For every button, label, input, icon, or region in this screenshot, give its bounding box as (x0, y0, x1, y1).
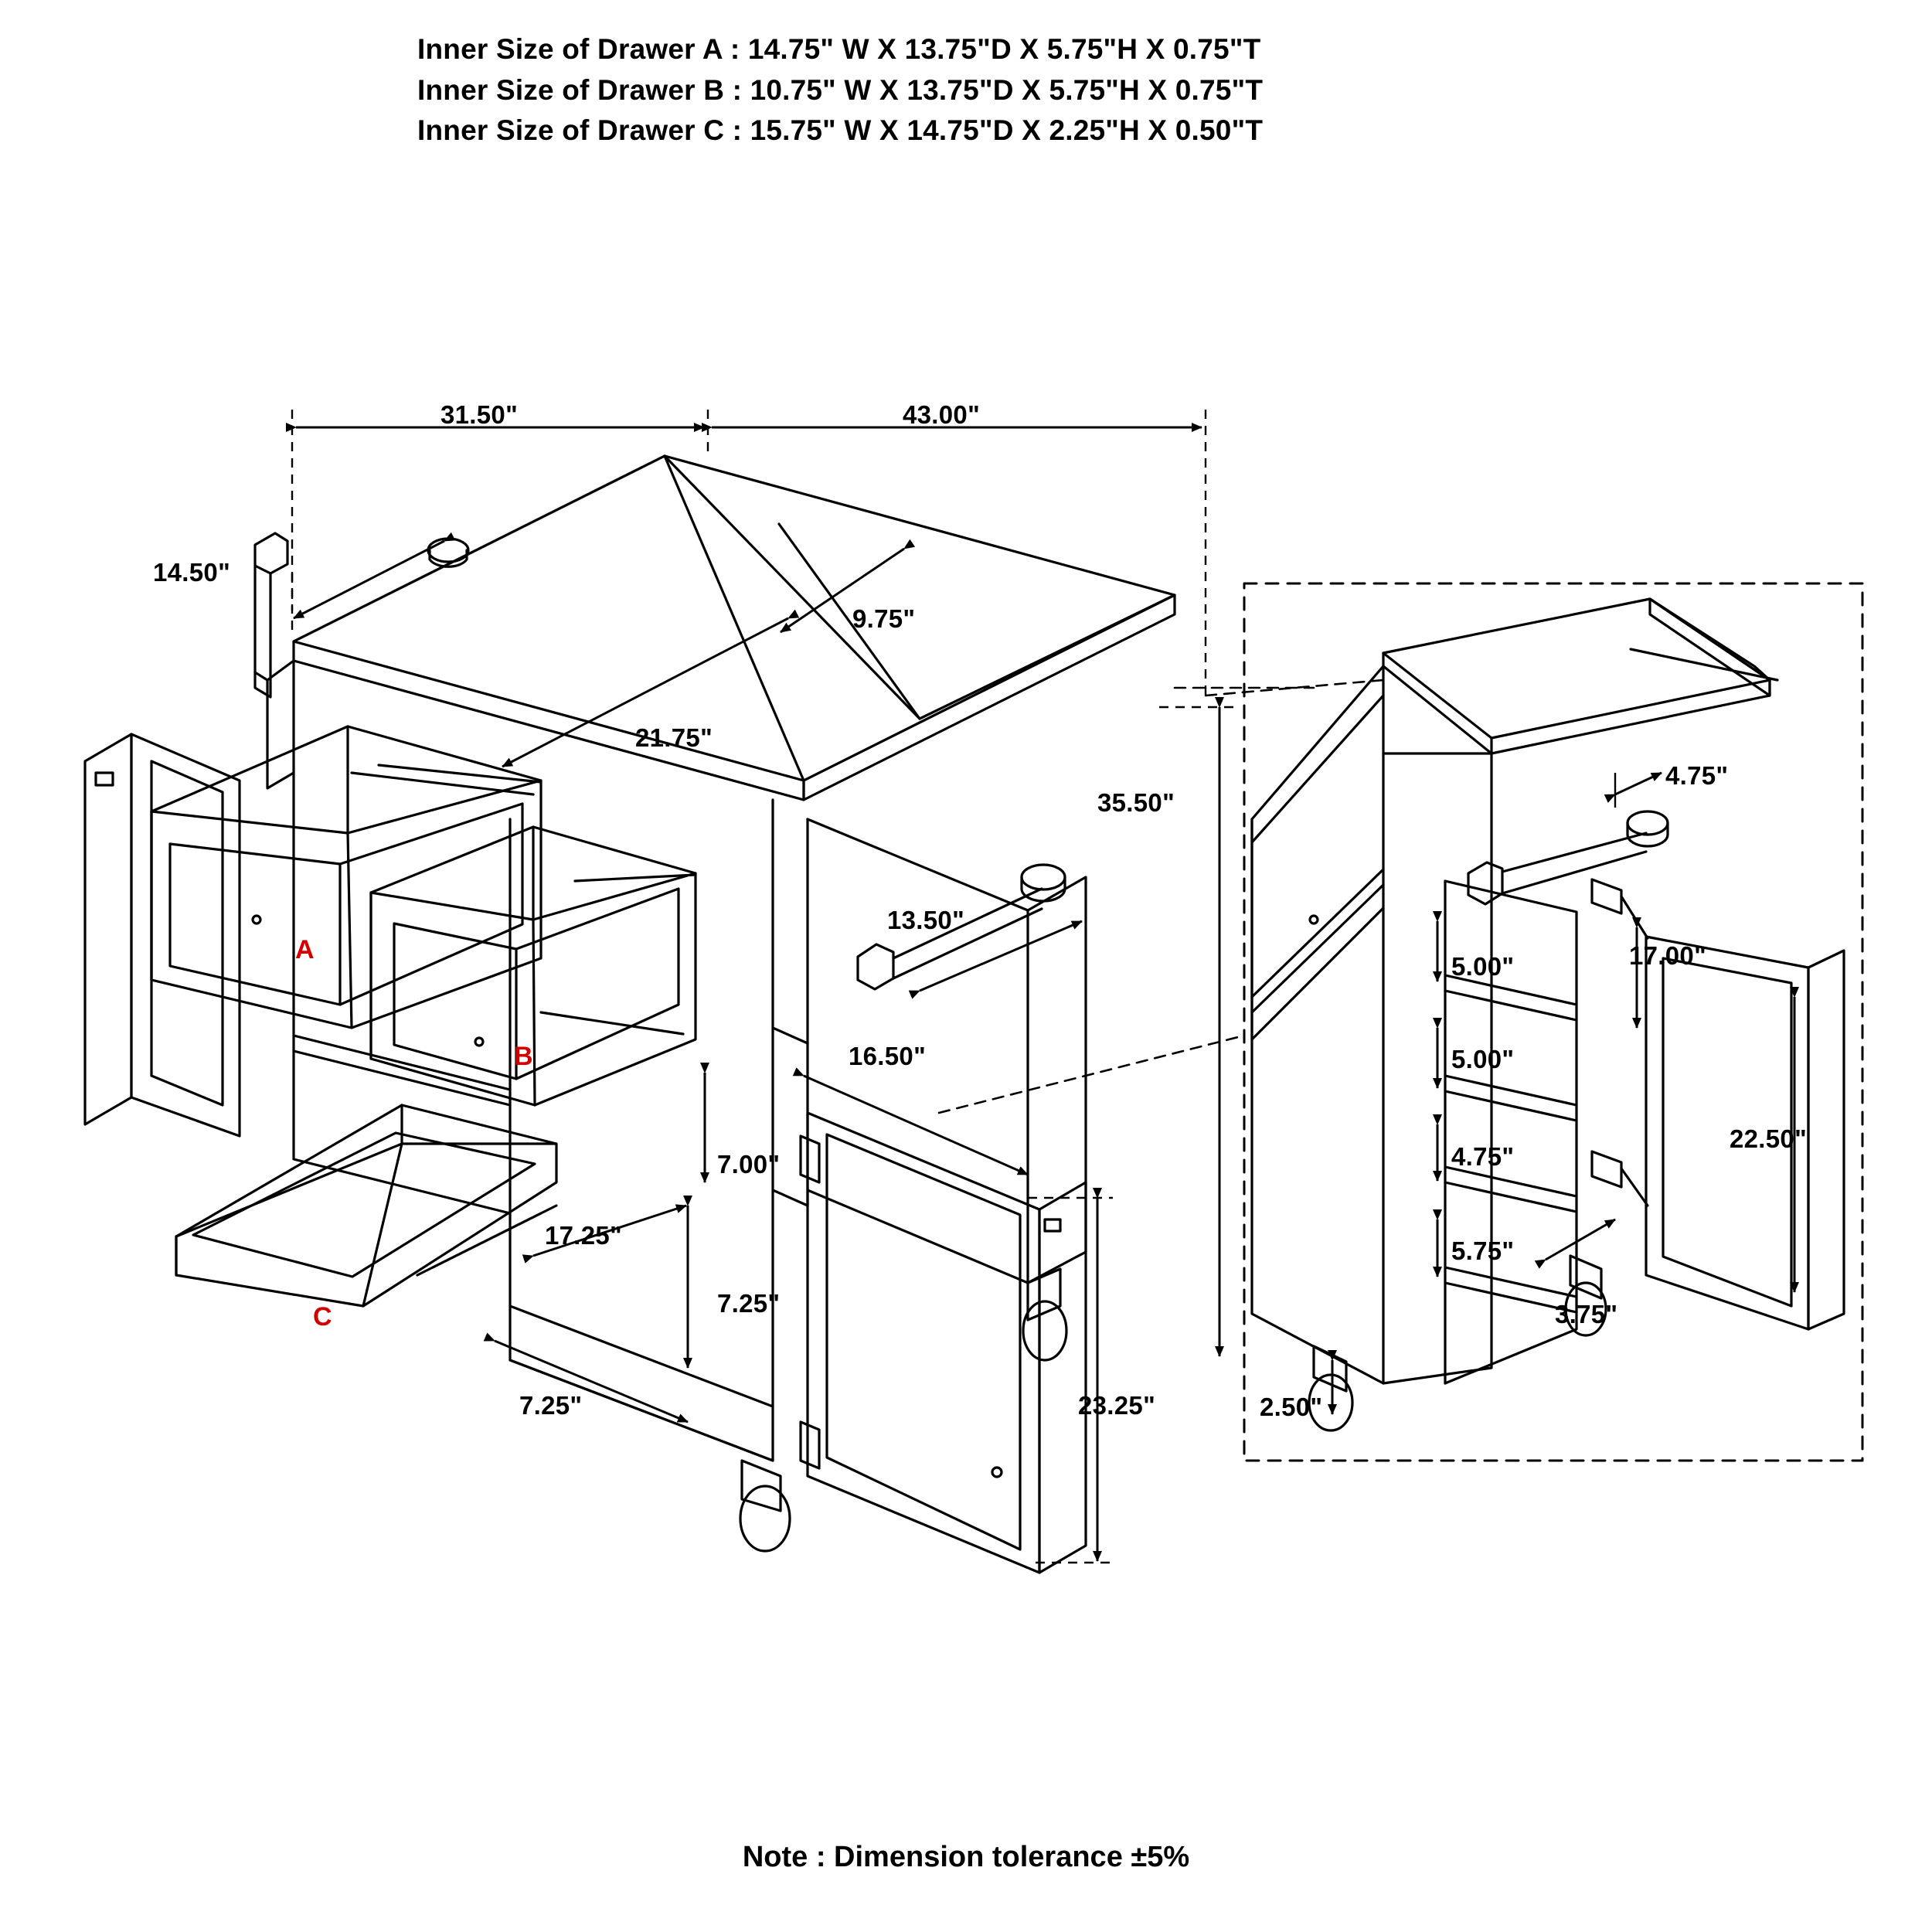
tolerance-note: Note : Dimension tolerance ±5% (742, 1841, 1190, 1873)
caster-right (1023, 1269, 1066, 1360)
dim-label-7-00: 7.00" (717, 1150, 781, 1179)
leader-line (939, 1036, 1244, 1113)
dim-label-43-00: 43.00" (903, 400, 981, 429)
dim-label-shelf-3: 4.75" (1451, 1142, 1515, 1171)
dim-label-35-50: 35.50" (1097, 788, 1175, 817)
dim-label-17-25: 17.25" (545, 1221, 623, 1250)
dim-label-4-75-leaf: 4.75" (1665, 761, 1729, 790)
drawer-c (176, 1105, 556, 1306)
dim-label-14-50: 14.50" (153, 558, 231, 587)
dim-4-75-leaf (1615, 773, 1662, 808)
dim-label-9-75: 9.75" (852, 604, 916, 633)
left-cabinet-door (85, 734, 240, 1136)
drawer-a (151, 726, 541, 1028)
drawer-spec-line-a: Inner Size of Drawer A : 14.75" W X 13.75"D X 5.75"H X 0.75"T (417, 33, 1261, 65)
caster-front-left (740, 1461, 790, 1551)
dim-label-13-50: 13.50" (887, 906, 965, 934)
drawer-spec-line-b: Inner Size of Drawer B : 10.75" W X 13.75"D X 5.75"H X 0.75"T (417, 73, 1264, 106)
right-cabinet-door (801, 1113, 1086, 1573)
cart-back-panel (255, 661, 294, 788)
right-drop-leaf (1631, 599, 1777, 696)
dim-label-7-25-v: 7.25" (717, 1289, 781, 1318)
dim-label-16-50: 16.50" (849, 1042, 927, 1070)
right-cart-top (1383, 599, 1770, 753)
dim-label-3-75: 3.75" (1555, 1300, 1618, 1328)
dim-label-shelf-4: 5.75" (1451, 1236, 1515, 1265)
dim-label-shelf-2: 5.00" (1451, 1045, 1515, 1073)
dim-label-23-25: 23.25" (1078, 1391, 1156, 1420)
dim-label-2-50: 2.50" (1260, 1393, 1323, 1421)
dim-label-21-75: 21.75" (635, 723, 713, 752)
dim-label-31-50: 31.50" (440, 400, 519, 429)
drawer-label-b: B (514, 1042, 533, 1071)
dim-label-22-50: 22.50" (1730, 1124, 1808, 1153)
dim-3-75 (1546, 1219, 1615, 1260)
right-view-towel-handle (1468, 811, 1668, 904)
cabinet-center-stile (773, 800, 808, 1206)
dim-label-7-25-base: 7.25" (519, 1391, 583, 1420)
right-view-boundary (1244, 583, 1862, 1461)
dim-14-50 (294, 541, 444, 618)
drawer-label-a: A (295, 935, 315, 964)
drawer-b (371, 827, 696, 1105)
left-towel-handle (255, 533, 468, 697)
drawer-spec-line-c: Inner Size of Drawer C : 15.75" W X 14.75"D X 2.25"H X 0.50"T (417, 114, 1264, 147)
dim-label-shelf-1: 5.00" (1451, 952, 1515, 981)
dim-label-17-00: 17.00" (1629, 941, 1707, 970)
right-cart-body (1252, 666, 1492, 1383)
drawer-label-c: C (313, 1302, 332, 1332)
